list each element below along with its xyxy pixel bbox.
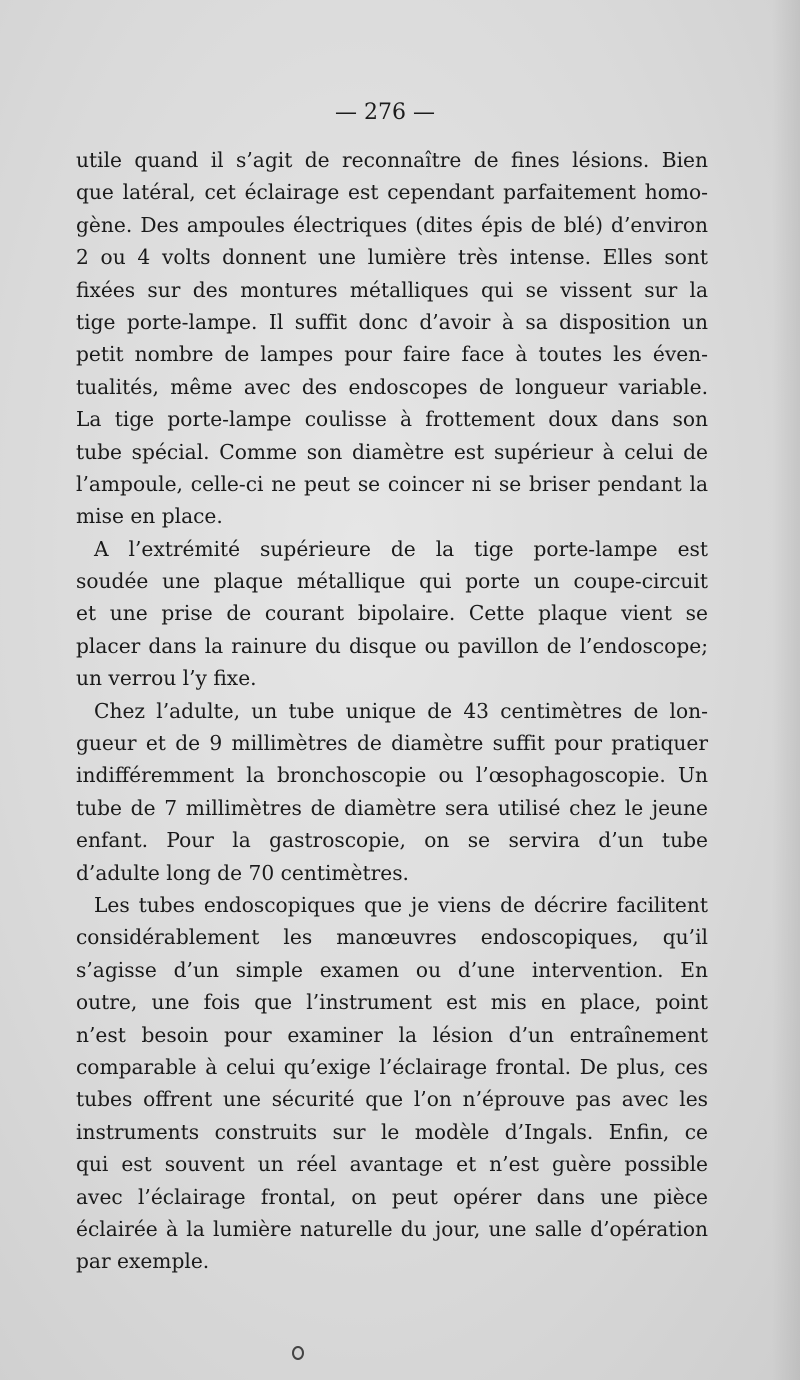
text-line: s’agisse d’un simple examen ou d’une intervention. En	[76, 957, 708, 982]
text-line: enfant. Pour la gastroscopie, on se servira d’un tube	[76, 828, 708, 853]
paragraph	[76, 144, 708, 533]
text-line: comparable à celui qu’exige l’éclairage frontal. De plus, ces	[76, 1054, 708, 1079]
text-line: tube spécial. Comme son diamètre est supérieur à celui de	[76, 439, 708, 464]
text-line: placer dans la rainure du disque ou pavillon de l’endoscope;	[76, 633, 708, 658]
text-line: éclairée à la lumière naturelle du jour, une salle d’opération	[76, 1216, 708, 1241]
text-line: n’est besoin pour examiner la lésion d’un entraînement	[76, 1022, 708, 1047]
text-line: mise en place.	[76, 504, 223, 529]
text-line: fixées sur des montures métalliques qui se vissent sur la	[76, 277, 708, 302]
text-line: Les tubes endoscopiques que je viens de décrire facilitent	[94, 892, 708, 917]
text-line: un verrou l’y fixe.	[76, 666, 257, 691]
page-edge-shadow	[772, 0, 800, 1380]
text-line: instruments construits sur le modèle d’Ingals. Enfin, ce	[76, 1119, 708, 1144]
text-line: A l’extrémité supérieure de la tige porte-lampe est	[94, 536, 708, 561]
body-text	[76, 144, 708, 1278]
paragraph	[76, 533, 708, 695]
paragraph	[76, 695, 708, 889]
printer-mark-icon	[292, 1346, 304, 1360]
text-line: par exemple.	[76, 1249, 210, 1274]
text-line: l’ampoule, celle-ci ne peut se coincer ni se briser pendant la	[76, 471, 708, 496]
text-line: indifféremment la bronchoscopie ou l’œsophagoscopie. Un	[76, 763, 708, 788]
page-number: — 276 —	[335, 100, 435, 125]
text-line: Chez l’adulte, un tube unique de 43 centimètres de lon-	[94, 698, 708, 723]
text-line: tubes offrent une sécurité que l’on n’éprouve pas avec les	[76, 1087, 708, 1112]
text-line: La tige porte-lampe coulisse à frottement doux dans son	[76, 407, 708, 432]
text-line: d’adulte long de 70 centimètres.	[76, 860, 409, 885]
text-line: qui est souvent un réel avantage et n’est guère possible	[76, 1152, 708, 1177]
text-line: utile quand il s’agit de reconnaître de fines lésions. Bien	[76, 148, 708, 172]
text-line: tube de 7 millimètres de diamètre sera utilisé chez le jeune	[76, 795, 708, 820]
text-line: tualités, même avec des endoscopes de longueur variable.	[76, 374, 708, 399]
paragraph	[76, 889, 708, 1278]
text-line: soudée une plaque métallique qui porte un coupe-circuit	[76, 569, 708, 594]
text-line: gueur et de 9 millimètres de diamètre suffit pour pratiquer	[76, 731, 708, 756]
text-line: et une prise de courant bipolaire. Cette plaque vient se	[76, 601, 708, 626]
text-line: gène. Des ampoules électriques (dites épis de blé) d’environ	[76, 212, 708, 237]
text-line: avec l’éclairage frontal, on peut opérer dans une pièce	[76, 1184, 708, 1209]
text-line: considérablement les manœuvres endoscopiques, qu’il	[76, 925, 708, 950]
text-line: petit nombre de lampes pour faire face à toutes les éven-	[76, 342, 708, 367]
text-line: que latéral, cet éclairage est cependant parfaitement homo-	[76, 180, 708, 205]
text-line: 2 ou 4 volts donnent une lumière très intense. Elles sont	[76, 245, 708, 270]
text-line: tige porte-lampe. Il suffit donc d’avoir à sa disposition un	[76, 309, 708, 334]
text-line: outre, une fois que l’instrument est mis en place, point	[76, 990, 708, 1015]
